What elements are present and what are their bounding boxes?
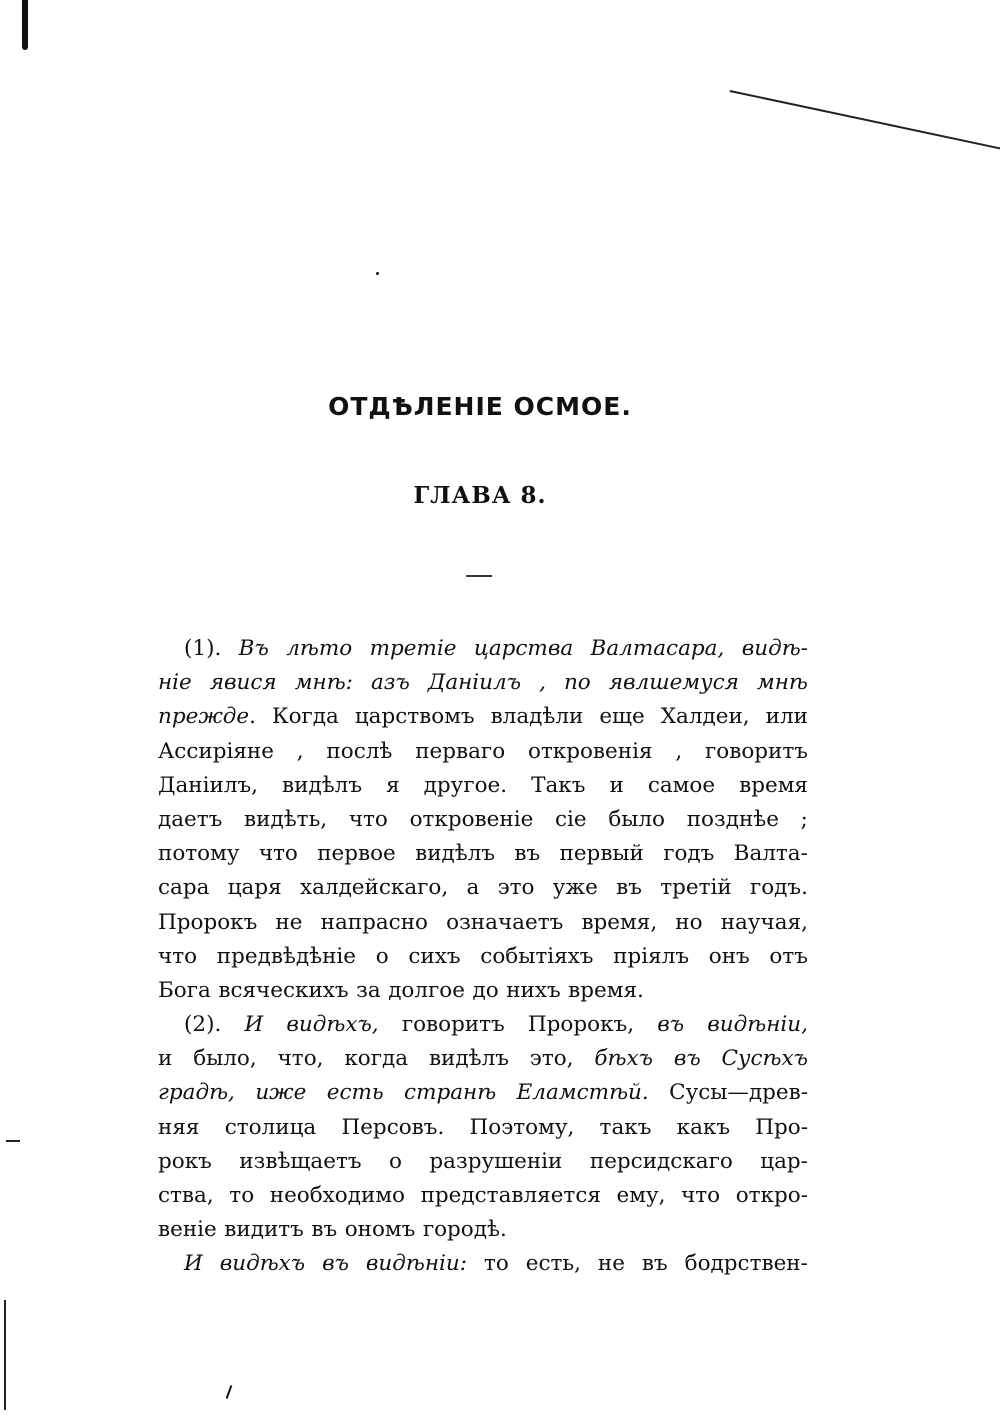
- text-line: [158, 940, 808, 974]
- text-word: о: [389, 1148, 402, 1174]
- text-word: что,: [277, 1046, 324, 1072]
- scan-artifact-top-right-line: [730, 90, 1000, 150]
- text-word: нихъ: [506, 977, 561, 1003]
- text-word: въ: [514, 841, 541, 867]
- text-line: [158, 803, 808, 837]
- text-line: [158, 632, 808, 666]
- text-word: позднѣе: [686, 806, 779, 832]
- text-word: но: [675, 909, 703, 935]
- text-word: въ: [311, 1217, 338, 1243]
- text-word: азъ: [370, 670, 410, 696]
- text-word: я: [386, 772, 400, 798]
- text-word: владѣли: [490, 704, 584, 730]
- text-line: [158, 974, 808, 1008]
- text-line: [158, 1076, 808, 1110]
- text-word: Даніилъ,: [158, 772, 259, 798]
- text-word: научая,: [720, 909, 808, 935]
- text-word: было,: [193, 1046, 257, 1072]
- text-word: а: [466, 875, 480, 901]
- text-word: ства,: [158, 1183, 214, 1208]
- text-word: столица: [224, 1114, 317, 1140]
- text-word: разрушеніи: [429, 1148, 563, 1174]
- scan-artifact-dot: [376, 272, 379, 275]
- text-word: первое: [317, 841, 396, 867]
- text-word: прежде.: [158, 704, 256, 730]
- text-word: Пророкъ: [158, 909, 258, 935]
- text-word: видитъ: [224, 1217, 304, 1243]
- text-word: потому: [158, 841, 240, 867]
- text-word: послѣ: [326, 738, 393, 764]
- text-word: видѣлъ: [415, 841, 496, 867]
- text-word: время: [739, 772, 808, 798]
- text-word: Сусы—древ-: [669, 1080, 808, 1106]
- text-word: въ: [322, 1251, 349, 1277]
- text-word: перваго: [415, 738, 506, 764]
- text-word: ономъ: [344, 1217, 416, 1243]
- text-word: явися: [209, 670, 277, 696]
- chapter-heading: ГЛАВА 8.: [413, 482, 547, 509]
- text-word: царствомъ: [354, 704, 475, 730]
- scan-artifact-left-edge: [4, 1300, 6, 1410]
- text-word: извѣщаетъ: [239, 1148, 362, 1174]
- text-word: еще: [599, 704, 645, 730]
- text-word: откро-: [735, 1183, 808, 1208]
- text-word: что: [348, 806, 388, 832]
- text-word: лѣто: [286, 636, 353, 661]
- text-word: Персовъ.: [341, 1114, 445, 1140]
- text-word: такъ: [599, 1114, 652, 1140]
- text-word: что: [158, 943, 198, 969]
- text-word: видѣть,: [244, 806, 328, 832]
- text-word: Про-: [755, 1114, 808, 1140]
- text-word: Такъ: [531, 772, 586, 798]
- text-word: въ: [673, 1046, 701, 1072]
- body-text: [158, 632, 808, 1282]
- text-word: что: [258, 841, 298, 867]
- text-word: напрасно: [320, 909, 428, 935]
- text-word: явлшемуся: [608, 670, 739, 696]
- text-word: халдейскаго,: [299, 875, 449, 901]
- text-word: сихъ: [408, 943, 461, 969]
- text-word: Пророкъ,: [527, 1012, 635, 1038]
- text-word: за: [356, 977, 381, 1003]
- text-word: означаетъ: [446, 909, 564, 935]
- text-word: до: [472, 977, 499, 1003]
- text-word: годъ.: [749, 875, 808, 901]
- text-word: отъ: [769, 943, 808, 969]
- text-word: царя: [227, 875, 282, 901]
- text-line: [158, 1042, 808, 1076]
- text-word: сара: [158, 875, 210, 901]
- text-line: [158, 1145, 808, 1179]
- text-word: другое.: [423, 772, 508, 798]
- text-word: ,: [675, 738, 683, 764]
- text-word: не: [597, 1251, 625, 1277]
- text-word: представляется: [420, 1183, 601, 1208]
- text-word: это,: [529, 1046, 574, 1072]
- text-word: городѣ.: [422, 1217, 507, 1243]
- text-word: по: [563, 670, 591, 696]
- text-word: царства: [473, 636, 574, 661]
- text-word: третіе: [369, 636, 457, 661]
- text-word: няя: [158, 1114, 200, 1140]
- text-word: Бога: [158, 977, 211, 1003]
- text-word: то: [483, 1251, 509, 1277]
- text-word: о: [375, 943, 389, 969]
- text-word: мнѣ: [756, 670, 808, 696]
- text-word: событіяхъ: [480, 943, 594, 969]
- text-word: видѣлъ: [428, 1046, 509, 1072]
- text-word: цар-: [760, 1148, 808, 1174]
- text-word: и: [158, 1046, 173, 1072]
- text-word: есть,: [525, 1251, 581, 1277]
- text-word: иже: [255, 1080, 307, 1106]
- text-line: [158, 1247, 808, 1281]
- text-line: [158, 906, 808, 940]
- text-word: видѣхъ: [219, 1251, 306, 1277]
- text-word: сіе: [555, 806, 587, 832]
- text-word: есть: [326, 1080, 384, 1106]
- text-line: [158, 1111, 808, 1145]
- text-word: Валта-: [733, 841, 808, 867]
- text-word: это: [497, 875, 535, 901]
- text-word: веніе: [158, 1217, 217, 1243]
- text-word: уже: [552, 875, 598, 901]
- text-word: Даніилъ: [427, 670, 522, 696]
- text-word: ;: [800, 806, 808, 832]
- text-word: И: [184, 1251, 203, 1277]
- text-word: бѣхъ: [594, 1046, 653, 1072]
- text-word: долгое: [388, 977, 465, 1003]
- text-word: необходимо: [269, 1183, 405, 1208]
- text-word: градѣ,: [158, 1080, 235, 1106]
- text-word: говоритъ: [705, 738, 808, 764]
- text-word: Въ: [238, 636, 269, 661]
- text-line: [158, 700, 808, 734]
- text-word: что: [681, 1183, 721, 1208]
- text-word: онъ: [708, 943, 750, 969]
- text-word: бодрствен-: [684, 1251, 808, 1277]
- text-line: [158, 1008, 808, 1042]
- text-line: [158, 1179, 808, 1213]
- text-word: всяческихъ: [218, 977, 349, 1003]
- text-word: ему,: [616, 1183, 666, 1208]
- text-line: [158, 769, 808, 803]
- text-word: въ: [616, 875, 642, 901]
- section-heading: ОТДѢЛЕНІЕ ОСМОЕ.: [328, 392, 632, 421]
- scan-artifact-left-mark: [6, 1140, 20, 1142]
- text-word: Ассиріяне: [158, 738, 274, 764]
- text-word: то: [229, 1183, 255, 1208]
- text-word: какъ: [676, 1114, 730, 1140]
- text-word: не: [275, 909, 303, 935]
- text-word: видѣніи,: [707, 1012, 808, 1038]
- text-word: говоритъ: [401, 1012, 505, 1038]
- text-word: время.: [568, 977, 644, 1003]
- text-word: И: [244, 1012, 264, 1038]
- text-word: Валтасара,: [590, 636, 725, 661]
- text-word: Халдеи,: [660, 704, 750, 730]
- text-word: Сусѣхъ: [721, 1046, 808, 1072]
- text-word: откровеніе: [409, 806, 534, 832]
- text-word: третій: [660, 875, 732, 901]
- text-word: даетъ: [158, 806, 223, 832]
- text-line: [158, 871, 808, 905]
- text-word: или: [765, 704, 808, 730]
- text-word: мнѣ:: [294, 670, 353, 696]
- text-word: предвѣдѣніе: [216, 943, 357, 969]
- text-line: [158, 837, 808, 871]
- text-word: было: [608, 806, 666, 832]
- text-word: самое: [647, 772, 716, 798]
- text-line: [158, 1213, 808, 1247]
- text-word: рокъ: [158, 1148, 212, 1174]
- text-word: первый: [559, 841, 644, 867]
- text-word: пріялъ: [613, 943, 690, 969]
- text-word: видѣ-: [741, 636, 808, 661]
- text-word: откровенія: [527, 738, 653, 764]
- text-word: Поэтому,: [469, 1114, 575, 1140]
- text-word: странѣ: [404, 1080, 497, 1106]
- text-word: ніе: [158, 670, 192, 696]
- text-word: Еламстѣй.: [516, 1080, 649, 1106]
- text-word: когда: [344, 1046, 409, 1072]
- text-word: время,: [581, 909, 658, 935]
- text-word: видѣхъ,: [286, 1012, 379, 1038]
- text-word: (1).: [184, 636, 222, 661]
- text-word: ,: [296, 738, 304, 764]
- text-word: годъ: [663, 841, 715, 867]
- text-word: (2).: [184, 1012, 222, 1038]
- text-word: и: [609, 772, 624, 798]
- text-word: видѣніи:: [365, 1251, 467, 1277]
- text-word: Когда: [271, 704, 339, 730]
- text-word: въ: [641, 1251, 668, 1277]
- text-word: ,: [539, 670, 546, 696]
- text-word: въ: [657, 1012, 685, 1038]
- scan-artifact-bottom-mark: [226, 1385, 233, 1399]
- text-word: видѣлъ: [282, 772, 363, 798]
- scan-artifact-top-left: [22, 0, 28, 50]
- heading-divider: [466, 575, 492, 577]
- text-line: [158, 666, 808, 700]
- text-word: персидскаго: [589, 1148, 733, 1174]
- text-line: [158, 735, 808, 769]
